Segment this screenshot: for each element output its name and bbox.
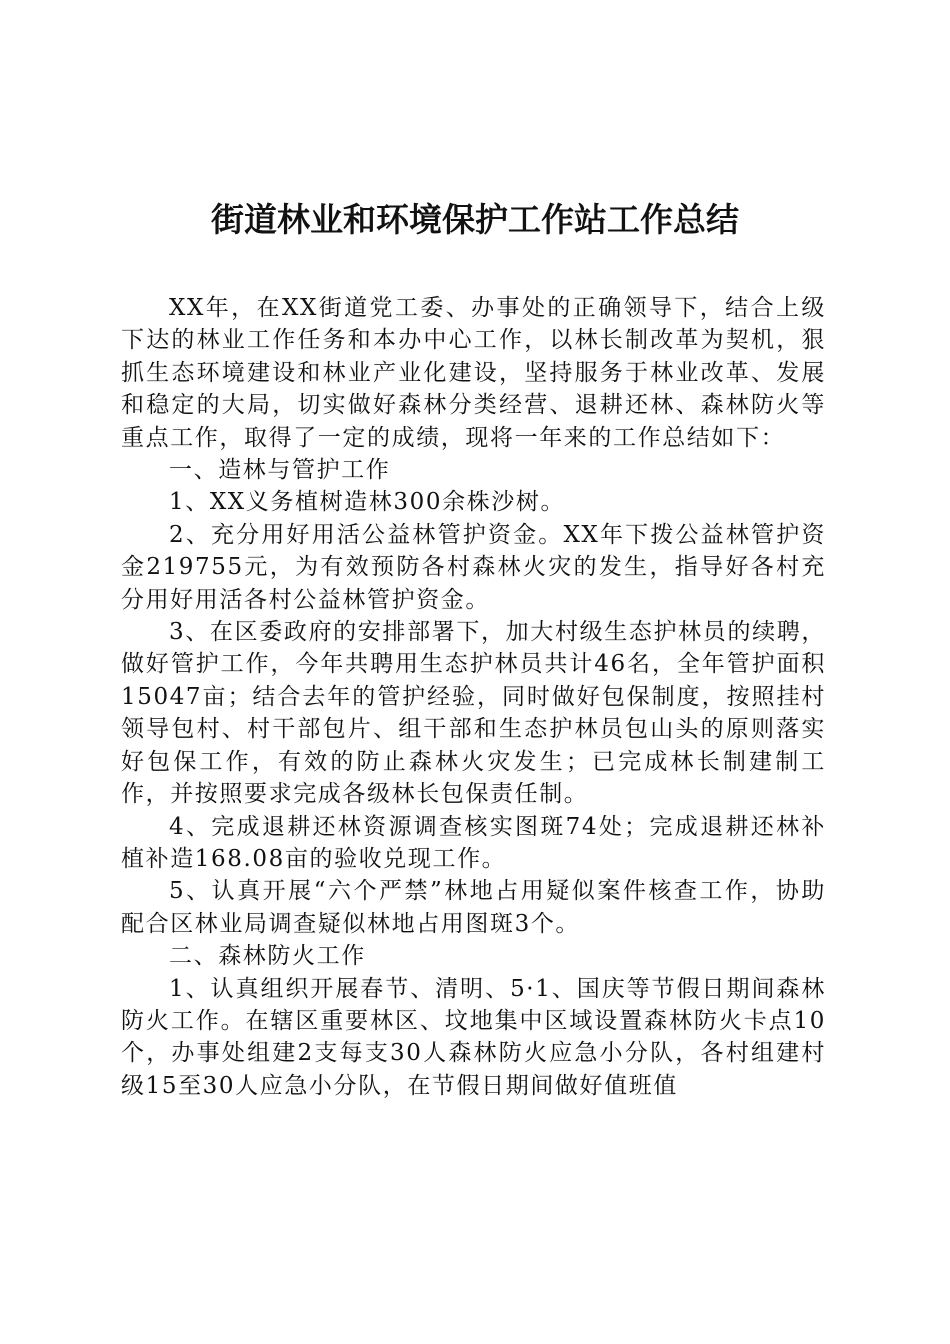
section-heading-afforestation: 一、造林与管护工作 <box>169 457 391 484</box>
list-item: 3、在区委政府的安排部署下，加大村级生态护林员的续聘，做好管护工作，今年共聘用生态护林员共计46名，全年管护面积15047亩；结合去年的管护经验，同时做好包保制度，按照挂村领导包村、村干部包片、组干部和生态护林员包山头的原则落实好包保工作，有效的防止森林火灾发生；已完成林长制建制工作，并按照要求完成各级林长包保责任制。 <box>121 619 826 808</box>
list-item: 4、完成退耕还林资源调查核实图斑74处；完成退耕还林补植补造168.08亩的验收兑现工作。 <box>121 813 826 872</box>
list-item: 2、充分用好用活公益林管护资金。XX年下拨公益林管护资金219755元，为有效预防各村森林火灾的发生，指导好各村充分用好用活各村公益林管护资金。 <box>121 521 826 613</box>
list-item: 5、认真开展“六个严禁”林地占用疑似案件核查工作，协助配合区林业局调查疑似林地占用图斑3个。 <box>121 878 826 937</box>
list-item: 1、认真组织开展春节、清明、5·1、国庆等节假日期间森林防火工作。在辖区重要林区、坟地集中区域设置森林防火卡点10个，办事处组建2支每支30人森林防火应急小分队，各村组建村级15至30人应急小分队，在节假日期间做好值班值 <box>121 975 826 1099</box>
intro-paragraph: XX年，在XX街道党工委、办事处的正确领导下，结合上级下达的林业工作任务和本办中心工作，以林长制改革为契机，狠抓生态环境建设和林业产业化建设，坚持服务于林业改革、发展和稳定的大局，切实做好森林分类经营、退耕还林、森林防火等重点工作，取得了一定的成绩，现将一年来的工作总结如下： <box>121 295 826 451</box>
document-body <box>121 292 826 1102</box>
section-heading-fire-prevention: 二、森林防火工作 <box>169 943 366 970</box>
document-title: 街道林业和环境保护工作站工作总结 <box>211 200 739 239</box>
list-item: 1、XX义务植树造林300余株沙树。 <box>169 489 566 516</box>
